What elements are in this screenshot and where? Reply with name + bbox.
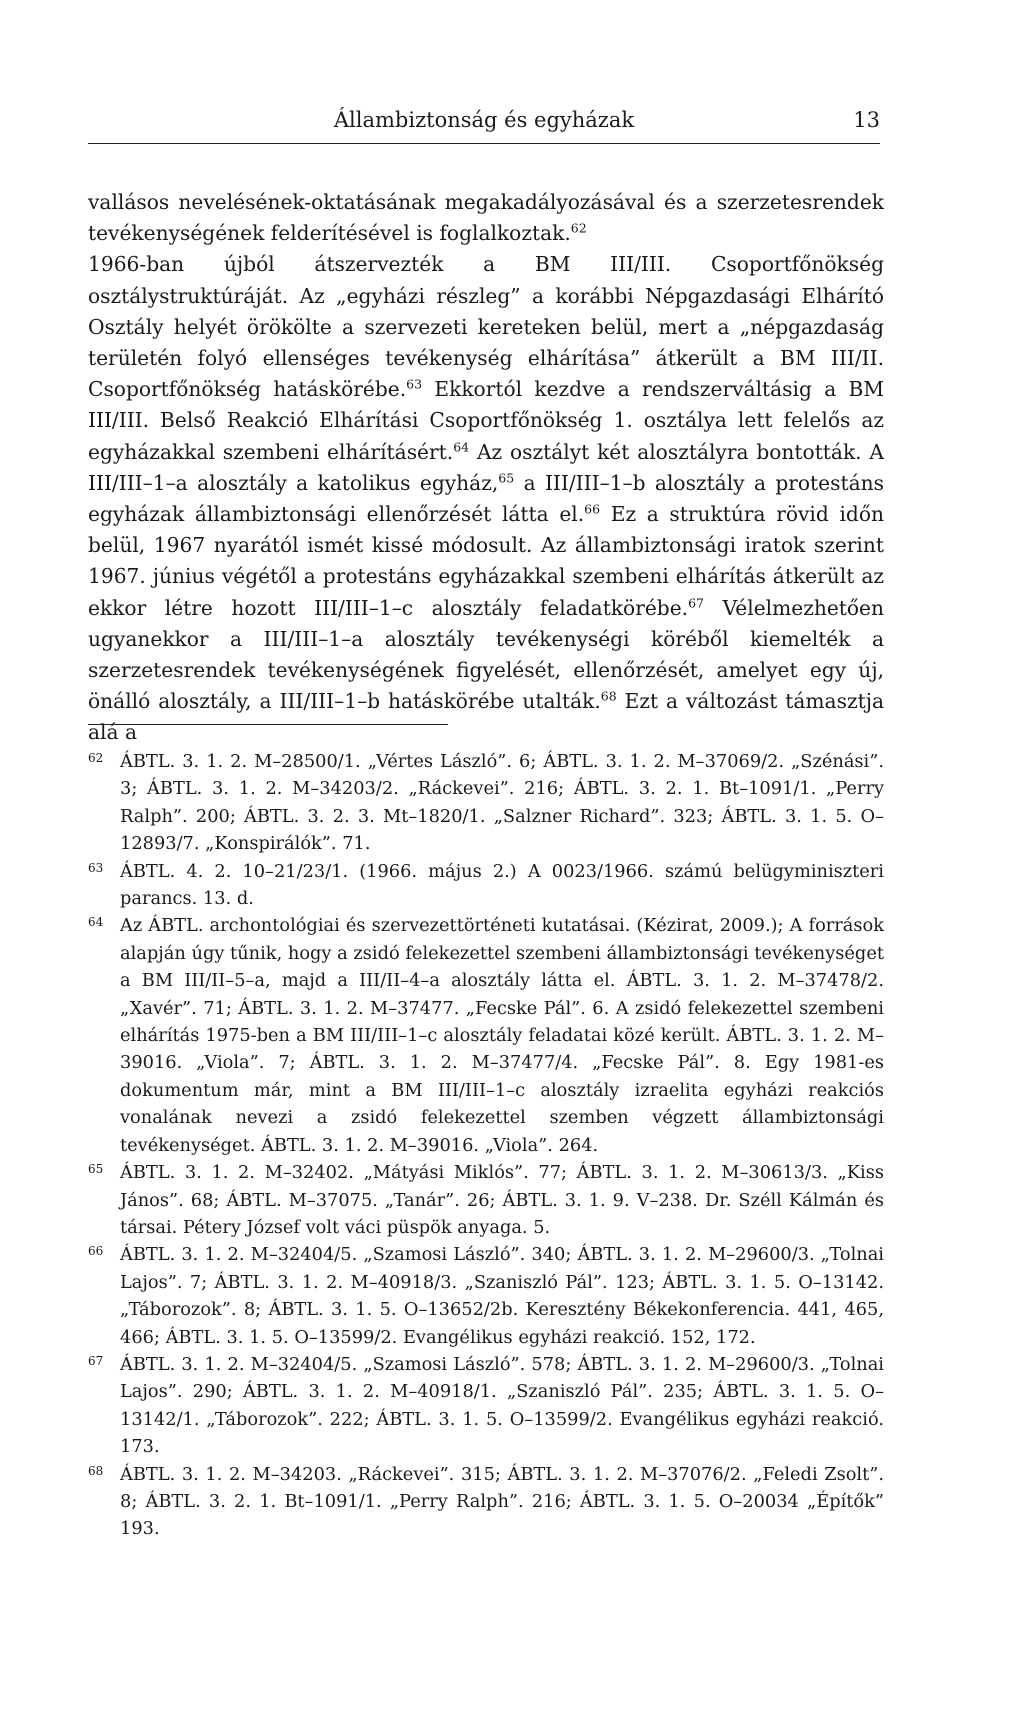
- footnote-text: ÁBTL. 4. 2. 10–21/23/1. (1966. május 2.) A 0023/1966. számú belügyminiszteri parancs. 13. d.: [120, 860, 884, 910]
- footnote-68: [88, 1461, 884, 1543]
- footnote-62: [88, 748, 884, 858]
- footnote-number: 65: [88, 1162, 104, 1177]
- body-sentence-6: Ez a struktúra rövid időn belül, 1967 nyarától ismét kissé módosult. Az állambiztonsági iratok szerint 1967. június végétől a protestáns egyházakkal szembeni elhárítás átkerült az ekkor létre hozott III/III–1–c alosztály feladatkörébe.: [88, 502, 884, 620]
- body-sentence-2: 1966-ban újból átszervezték a BM III/III. Csoportfőnökség osztálystruktúráját. Az „egyházi részleg” a korábbi Népgazdasági Elhárító Osztály helyét örökölte a szervezeti kereteken belül, mert a „népgazdaság területén folyó ellenséges tevékenység elhárítása” átkerült a BM III/II. Csoportfőnökség hatáskörébe.: [88, 252, 884, 402]
- footnotes: [88, 748, 884, 1543]
- footnote-63: [88, 858, 884, 913]
- running-title: Állambiztonság és egyházak: [333, 108, 635, 132]
- footnote-ref-63[interactable]: 63: [406, 376, 423, 392]
- footnote-number: 64: [88, 915, 104, 930]
- footnote-text: ÁBTL. 3. 1. 2. M–32402. „Mátyási Miklós”. 77; ÁBTL. 3. 1. 2. M–30613/3. „Kiss János”. 68; ÁBTL. M–37075. „Tanár”. 26; ÁBTL. 3. 1. 9. V–238. Dr. Széll Kálmán és társai. Pétery József volt váci püspök anyaga. 5.: [120, 1162, 884, 1238]
- footnote-65: [88, 1159, 884, 1241]
- footnote-number: 62: [88, 751, 104, 765]
- body-sentence-4: Az osztályt két alosztályra bontották. A III/III–1–a alosztály a katolikus egyház,: [88, 439, 885, 495]
- footnote-text: ÁBTL. 3. 1. 2. M–32404/5. „Szamosi László”. 578; ÁBTL. 3. 1. 2. M–29600/3. „Tolnai Lajos”. 290; ÁBTL. 3. 1. 2. M–40918/1. „Szaniszló Pál”. 235; ÁBTL. 3. 1. 5. O–13142/1. „Táborozok”. 222; ÁBTL. 3. 1. 5. O–13599/2. Evangélikus egyházi reakció. 173.: [120, 1353, 884, 1458]
- footnote-text: ÁBTL. 3. 1. 2. M–32404/5. „Szamosi László”. 340; ÁBTL. 3. 1. 2. M–29600/3. „Tolnai Lajos”. 7; ÁBTL. 3. 1. 2. M–40918/3. „Szaniszló Pál”. 123; ÁBTL. 3. 1. 5. O–13142. „Táborozok”. 8; ÁBTL. 3. 1. 5. O–13652/2b. Keresztény Békekonferencia. 441, 465, 466; ÁBTL. 3. 1. 5. O–13599/2. Evangélikus egyházi reakció. 152, 172.: [120, 1244, 884, 1348]
- footnote-66: [88, 1241, 884, 1351]
- footnote-67: [88, 1351, 884, 1461]
- header-rule: [88, 143, 880, 144]
- footnote-ref-67[interactable]: 67: [688, 594, 705, 610]
- body-sentence-3: Ekkortól kezdve a rendszerváltásig a BM III/III. Belső Reakció Elhárítási Csoportfőnökség 1. osztálya lett felelős az egyházakkal szembeni elhárításért.: [88, 377, 885, 464]
- footnote-ref-64[interactable]: 64: [453, 438, 470, 454]
- footnote-ref-65[interactable]: 65: [498, 470, 515, 486]
- footnote-text: ÁBTL. 3. 1. 2. M–34203. „Ráckevei”. 315; ÁBTL. 3. 1. 2. M–37076/2. „Feledi Zsolt”. 8; ÁBTL. 3. 2. 1. Bt–1091/1. „Perry Ralph”. 216; ÁBTL. 3. 1. 5. O–20034 „Építők” 193.: [120, 1463, 884, 1540]
- body-paragraph: [88, 187, 884, 749]
- footnote-ref-62[interactable]: 62: [570, 220, 587, 236]
- running-header: [88, 108, 880, 138]
- footnote-separator: [88, 724, 448, 725]
- body-sentence-5: a III/III–1–b alosztály a protestáns egyházak állambiztonsági ellenőrzését látta el.: [88, 470, 884, 527]
- footnote-text: ÁBTL. 3. 1. 2. M–28500/1. „Vértes László”. 6; ÁBTL. 3. 1. 2. M–37069/2. „Szénási”. 3; ÁBTL. 3. 1. 2. M–34203/2. „Ráckevei”. 216; ÁBTL. 3. 2. 1. Bt–1091/1. „Perry Ralph”. 200; ÁBTL. 3. 2. 3. Mt–1820/1. „Salzner Richard”. 323; ÁBTL. 3. 1. 5. O–12893/7. „Konspirálók”. 71.: [120, 751, 884, 855]
- footnote-64: [88, 912, 884, 1159]
- body-sentence-8: Ezt a változást támasztja alá a: [88, 689, 884, 745]
- footnote-number: 63: [88, 860, 104, 875]
- footnote-number: 68: [88, 1463, 104, 1478]
- footnote-text: Az ÁBTL. archontológiai és szervezettörténeti kutatásai. (Kézirat, 2009.); A források alapján úgy tűnik, hogy a zsidó felekezettel szembeni állambiztonsági tevékenységet a BM III/II–5–a, majd a III/II–4–a alosztály látta el. ÁBTL. 3. 1. 2. M–37478/2. „Xavér”. 71; ÁBTL. 3. 1. 2. M–37477. „Fecske Pál”. 6. A zsidó felekezettel szembeni elhárítás 1975-ben a BM III/III–1–c alosztály feladatai közé került. ÁBTL. 3. 1. 2. M–39016. „Viola”. 7; ÁBTL. 3. 1. 2. M–37477/4. „Fecske Pál”. 8. Egy 1981-es dokumentum már, mint a BM III/III–1–c alosztály izraelita egyházi reakciós vonalának nevezi a zsidó felekezettel szemben végzett állambiztonsági tevékenységet. ÁBTL. 3. 1. 2. M–39016. „Viola”. 264.: [120, 915, 884, 1156]
- footnote-number: 66: [88, 1244, 104, 1259]
- body-sentence-1: vallásos nevelésének-oktatásának megakadályozásával és a szerzetesrendek tevékenységének felderítésével is foglalkoztak.: [88, 190, 884, 246]
- footnote-ref-68[interactable]: 68: [600, 688, 617, 704]
- body-sentence-7: Vélelmezhetően ugyanekkor a III/III–1–a alosztály tevékenységi köréből kiemelték a szerzetesrendek tevékenységének figyelését, ellenőrzését, amelyet egy új, önálló alosztály, a III/III–1–b hatáskörébe utalták.: [88, 595, 884, 714]
- footnote-number: 67: [88, 1353, 104, 1368]
- page-number: 13: [853, 108, 880, 132]
- footnote-ref-66[interactable]: 66: [584, 501, 601, 517]
